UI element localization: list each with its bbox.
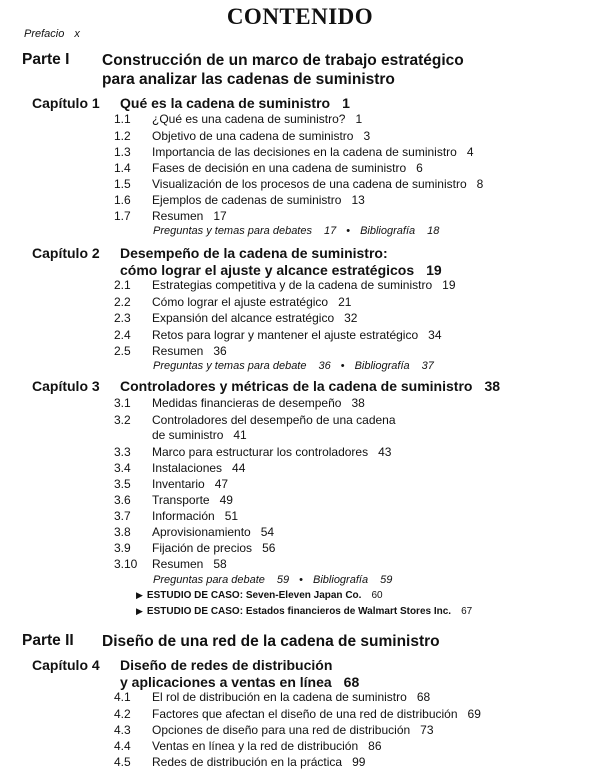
section-title: Visualización de los procesos de una cadena de suministro <box>152 177 467 191</box>
section-page: 13 <box>351 193 365 207</box>
bibliography-page: 59 <box>380 574 393 586</box>
section-page: 68 <box>416 690 431 704</box>
case-study-label: ESTUDIO DE CASO: <box>146 590 244 601</box>
chapter-1-page: 1 <box>342 95 350 111</box>
section-number: 3.10 <box>114 557 138 571</box>
section-page: 73 <box>420 723 434 737</box>
section-page: 21 <box>338 295 352 309</box>
section-number: 4.1 <box>114 690 131 704</box>
section-page: 49 <box>219 493 233 507</box>
section-page: 17 <box>213 209 227 223</box>
chapter-2-title-line1: Desempeño de la cadena de suministro: <box>120 245 388 261</box>
chapter-3-page: 38 <box>484 378 501 394</box>
triangle-bullet-icon: ▶ <box>136 590 143 600</box>
questions-page: 59 <box>276 574 290 586</box>
section-page: 58 <box>213 557 227 571</box>
chapter-2-extras[interactable] <box>153 360 434 372</box>
toc-entry-2-1[interactable] <box>114 278 456 292</box>
questions-label: Preguntas y temas para debates <box>153 225 312 237</box>
toc-entry-1-3[interactable] <box>114 145 474 159</box>
section-number: 2.3 <box>114 311 131 325</box>
toc-entry-3-6[interactable] <box>114 493 233 507</box>
section-number: 4.2 <box>114 707 131 721</box>
section-title: Importancia de las decisiones en la cadena de suministro <box>152 145 457 159</box>
section-number: 3.6 <box>114 493 131 507</box>
section-title: ¿Qué es una cadena de suministro? <box>152 112 346 126</box>
section-number: 3.1 <box>114 396 131 410</box>
toc-entry-3-10[interactable] <box>114 557 227 571</box>
section-number: 1.6 <box>114 193 131 207</box>
bibliography-page: 37 <box>421 360 434 372</box>
section-page: 4 <box>466 145 474 159</box>
toc-entry-1-6[interactable] <box>114 193 365 207</box>
section-number: 3.8 <box>114 525 131 539</box>
chapter-1-extras[interactable] <box>153 225 439 237</box>
prefacio-page: x <box>74 28 80 40</box>
section-title: Redes de distribución en la práctica <box>152 755 343 769</box>
bibliography-label: Bibliografía <box>313 574 369 586</box>
toc-entry-3-2[interactable] <box>114 413 396 427</box>
toc-entry-3-8[interactable] <box>114 525 274 539</box>
toc-entry-3-2-cont[interactable] <box>152 428 247 442</box>
chapter-3-title-text: Controladores y métricas de la cadena de suministro <box>120 378 473 394</box>
section-title: Controladores del desempeño de una cadena <box>152 413 396 427</box>
section-page: 19 <box>442 278 456 292</box>
section-page: 54 <box>260 525 275 539</box>
prefacio-label: Prefacio <box>24 28 65 40</box>
section-page: 1 <box>355 112 363 126</box>
section-page: 41 <box>233 428 247 442</box>
section-number: 3.2 <box>114 413 131 427</box>
chapter-2-title-line2: cómo lograr el ajuste y alcance estratégicos <box>120 262 415 278</box>
toc-entry-4-5[interactable] <box>114 755 365 769</box>
chapter-4-title[interactable] <box>120 657 359 691</box>
chapter-1-title-text: Qué es la cadena de suministro <box>120 95 331 111</box>
chapter-4-page: 68 <box>343 674 360 690</box>
section-page: 69 <box>467 707 481 721</box>
toc-entry-2-2[interactable] <box>114 295 351 309</box>
chapter-3-title[interactable] <box>120 378 500 395</box>
section-number: 2.2 <box>114 295 131 309</box>
toc-entry-3-1[interactable] <box>114 396 365 410</box>
toc-entry-4-1[interactable] <box>114 690 430 704</box>
section-title: Resumen <box>152 344 204 358</box>
section-page: 44 <box>232 461 246 475</box>
section-title: Factores que afectan el diseño de una red de distribución <box>152 707 458 721</box>
questions-page: 17 <box>323 225 337 237</box>
section-page: 34 <box>428 328 442 342</box>
chapter-4-title-line1: Diseño de redes de distribución <box>120 657 333 673</box>
toc-entry-3-9[interactable] <box>114 541 275 555</box>
section-title: Resumen <box>152 557 204 571</box>
toc-entry-3-3[interactable] <box>114 445 391 459</box>
section-title: Objetivo de una cadena de suministro <box>152 129 354 143</box>
case-study-1[interactable] <box>136 590 383 601</box>
bullet-icon: • <box>346 225 351 237</box>
toc-entry-2-5[interactable] <box>114 344 227 358</box>
section-title: Aprovisionamiento <box>152 525 251 539</box>
case-study-page: 60 <box>371 590 383 601</box>
case-study-label: ESTUDIO DE CASO: <box>146 606 244 617</box>
bibliography-label: Bibliografía <box>354 360 410 372</box>
chapter-3-label: Capítulo 3 <box>32 378 100 394</box>
chapter-3-extras[interactable] <box>153 574 392 586</box>
section-page: 32 <box>344 311 358 325</box>
part-2-label: Parte II <box>22 632 74 649</box>
section-number: 3.3 <box>114 445 131 459</box>
section-title: El rol de distribución en la cadena de suministro <box>152 690 407 704</box>
section-number: 3.4 <box>114 461 131 475</box>
section-number: 4.5 <box>114 755 131 769</box>
toc-entry-1-4[interactable] <box>114 161 423 175</box>
case-study-title: Seven-Eleven Japan Co. <box>245 590 362 601</box>
section-page: 3 <box>363 129 371 143</box>
toc-entry-1-2[interactable] <box>114 129 370 143</box>
chapter-1-label: Capítulo 1 <box>32 95 100 111</box>
part-1-title[interactable] <box>102 51 464 89</box>
section-page: 8 <box>476 177 484 191</box>
triangle-bullet-icon: ▶ <box>136 606 143 616</box>
section-title: Fases de decisión en una cadena de suministro <box>152 161 407 175</box>
section-number: 1.1 <box>114 112 131 126</box>
questions-label: Preguntas y temas para debate <box>153 360 307 372</box>
section-title: Resumen <box>152 209 204 223</box>
toc-entry-1-7[interactable] <box>114 209 227 223</box>
toc-entry-2-4[interactable] <box>114 328 442 342</box>
section-page: 43 <box>378 445 392 459</box>
chapter-2-title[interactable] <box>120 245 442 279</box>
toc-entry-3-5[interactable] <box>114 477 228 491</box>
bullet-icon: • <box>299 574 304 586</box>
part-2-title[interactable]: Diseño de una red de la cadena de suministro <box>102 633 440 650</box>
section-title: Retos para lograr y mantener el ajuste estratégico <box>152 328 419 342</box>
section-number: 3.9 <box>114 541 131 555</box>
toc-entry-1-1[interactable] <box>114 112 362 126</box>
section-page: 56 <box>262 541 276 555</box>
section-title: Ejemplos de cadenas de suministro <box>152 193 342 207</box>
section-title: Información <box>152 509 215 523</box>
section-number: 3.5 <box>114 477 131 491</box>
section-title: Fijación de precios <box>152 541 253 555</box>
section-page: 51 <box>224 509 239 523</box>
section-title: Expansión del alcance estratégico <box>152 311 335 325</box>
section-number: 2.1 <box>114 278 131 292</box>
section-number: 1.4 <box>114 161 131 175</box>
section-title: Inventario <box>152 477 205 491</box>
case-study-title: Estados financieros de Walmart Stores Inc. <box>245 606 452 617</box>
toc-entry-2-3[interactable] <box>114 311 357 325</box>
chapter-4-title-line2: y aplicaciones a ventas en línea <box>120 674 332 690</box>
section-page: 86 <box>368 739 382 753</box>
section-page: 36 <box>213 344 227 358</box>
case-study-page: 67 <box>461 606 473 617</box>
section-number: 2.4 <box>114 328 131 342</box>
page-title: CONTENIDO <box>226 4 374 29</box>
bibliography-page: 18 <box>427 225 440 237</box>
chapter-2-page: 19 <box>426 262 442 278</box>
bullet-icon: • <box>340 360 345 372</box>
section-title: Opciones de diseño para una red de distribución <box>152 723 411 737</box>
part-1-title-line2: para analizar las cadenas de suministro <box>102 71 395 88</box>
section-number: 3.7 <box>114 509 131 523</box>
section-page: 38 <box>351 396 365 410</box>
part-1-label: Parte I <box>22 51 70 68</box>
section-title: Ventas en línea y la red de distribución <box>152 739 359 753</box>
toc-entry-3-4[interactable] <box>114 461 245 475</box>
section-number: 1.3 <box>114 145 131 159</box>
section-number: 4.4 <box>114 739 131 753</box>
section-number: 1.7 <box>114 209 131 223</box>
bibliography-label: Bibliografía <box>360 225 416 237</box>
case-study-2[interactable] <box>136 606 472 617</box>
chapter-1-title[interactable] <box>120 95 350 112</box>
section-title: Instalaciones <box>152 461 223 475</box>
toc-entry-1-5[interactable] <box>114 177 483 191</box>
section-page: 6 <box>416 161 423 175</box>
section-page: 47 <box>214 477 229 491</box>
toc-entry-4-2[interactable] <box>114 707 481 721</box>
section-title: Medidas financieras de desempeño <box>152 396 342 410</box>
chapter-4-label: Capítulo 4 <box>32 657 100 673</box>
section-title: Transporte <box>152 493 210 507</box>
section-number: 1.2 <box>114 129 131 143</box>
section-number: 4.3 <box>114 723 131 737</box>
section-title: Marco para estructurar los controladores <box>152 445 369 459</box>
prefacio-entry[interactable] <box>24 28 80 40</box>
toc-entry-4-4[interactable] <box>114 739 382 753</box>
part-1-title-line1: Construcción de un marco de trabajo estratégico <box>102 52 464 69</box>
chapter-2-label: Capítulo 2 <box>32 245 100 261</box>
section-title: Cómo lograr el ajuste estratégico <box>152 295 329 309</box>
questions-label: Preguntas para debate <box>153 574 265 586</box>
section-number: 2.5 <box>114 344 131 358</box>
section-title: Estrategias competitiva y de la cadena de suministro <box>152 278 433 292</box>
section-number: 1.5 <box>114 177 131 191</box>
questions-page: 36 <box>318 360 331 372</box>
toc-entry-3-7[interactable] <box>114 509 238 523</box>
section-page: 99 <box>352 755 366 769</box>
toc-entry-4-3[interactable] <box>114 723 434 737</box>
section-title: de suministro <box>152 428 224 442</box>
